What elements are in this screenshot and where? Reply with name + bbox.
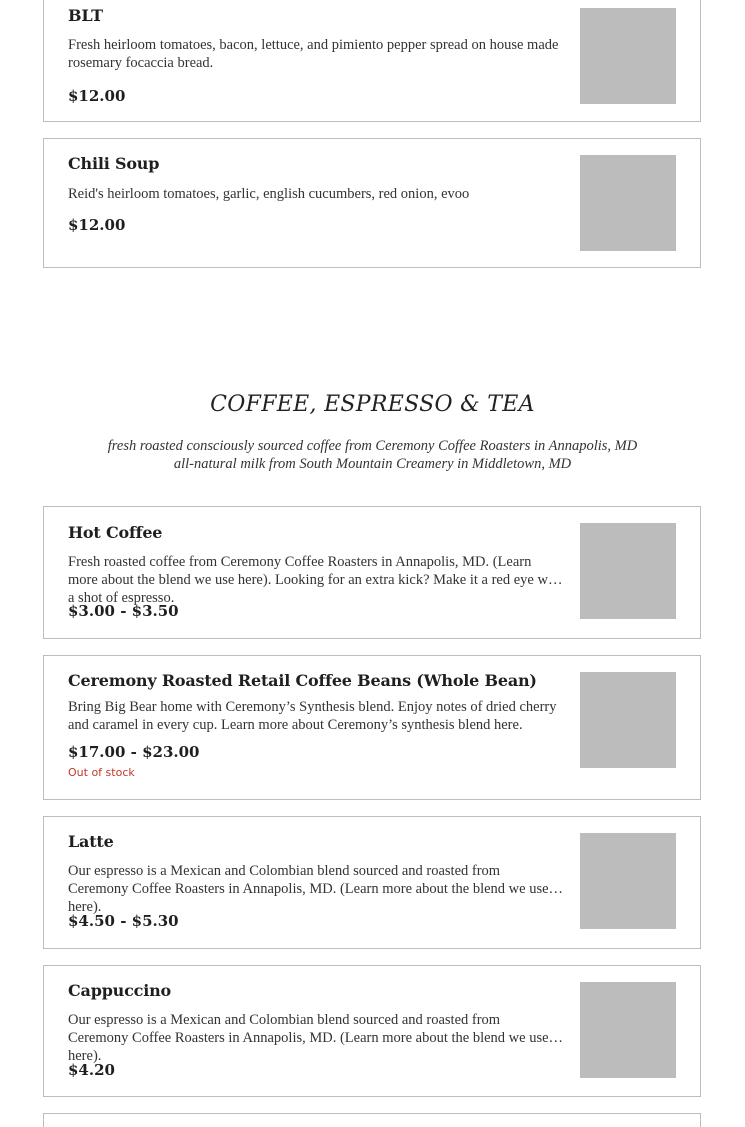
menu-item-name[interactable]: Latte: [68, 832, 114, 851]
menu-item-description: Fresh heirloom tomatoes, bacon, lettuce, and pimiento pepper spread on house made rosemary focaccia bread.: [68, 37, 559, 71]
menu-item-description: Our espresso is a Mexican and Colombian blend sourced and roasted from Ceremony Coffee Roasters in Annapolis, MD. (Learn more about the blend we use here).: [68, 1012, 549, 1064]
menu-item-image[interactable]: [580, 523, 676, 619]
menu-item-card[interactable]: [43, 506, 701, 639]
menu-item-price: $12.00: [68, 216, 126, 234]
menu-item-image[interactable]: [580, 155, 676, 251]
menu-item-card[interactable]: [43, 655, 701, 800]
menu-item-name[interactable]: Cappuccino: [68, 981, 171, 1000]
menu-item-description: Reid's heirloom tomatoes, garlic, english cucumbers, red onion, evoo: [68, 186, 470, 202]
out-of-stock-label: Out of stock: [68, 766, 135, 779]
menu-item-image[interactable]: [580, 982, 676, 1078]
menu-item-description: Our espresso is a Mexican and Colombian blend sourced and roasted from Ceremony Coffee Roasters in Annapolis, MD. (Learn more about the blend we use here).: [68, 863, 549, 915]
menu-item-card[interactable]: [43, 816, 701, 949]
menu-item-price: $17.00 - $23.00: [68, 743, 200, 761]
menu-item-name[interactable]: BLT: [68, 6, 103, 25]
menu-item-price: $4.20: [68, 1061, 115, 1079]
menu-item-image[interactable]: [580, 8, 676, 104]
section-title: COFFEE, ESPRESSO & TEA: [210, 392, 535, 417]
menu-item-image[interactable]: [580, 833, 676, 929]
menu-item-card[interactable]: [43, 0, 701, 122]
menu-item-image[interactable]: [580, 672, 676, 768]
menu-item-name[interactable]: Ceremony Roasted Retail Coffee Beans (Whole Bean): [68, 671, 537, 690]
menu-item-price: $3.00 - $3.50: [68, 602, 179, 620]
menu-item-card[interactable]: [43, 138, 701, 268]
menu-item-price: $4.50 - $5.30: [68, 912, 179, 930]
section-subtitle: all-natural milk from South Mountain Creamery in Middletown, MD: [173, 456, 572, 472]
menu-item-description: Bring Big Bear home with Ceremony’s Synthesis blend. Enjoy notes of dried cherry and caramel in every cup. Learn more about Ceremony’s synthesis blend here.: [68, 699, 557, 733]
menu-item-name[interactable]: Hot Coffee: [68, 523, 163, 542]
menu-item-card[interactable]: [43, 965, 701, 1097]
section-subtitle: fresh roasted consciously sourced coffee from Ceremony Coffee Roasters in Annapolis, MD: [107, 438, 638, 454]
menu-item-name[interactable]: Chili Soup: [68, 154, 160, 173]
menu-item-price: $12.00: [68, 87, 126, 105]
menu-item-card[interactable]: [43, 1113, 701, 1127]
menu-item-description: Fresh roasted coffee from Ceremony Coffee Roasters in Annapolis, MD. (Learn more about the blend we use here). Looking for an extra kick? Make it a red eye with a shot of espresso.: [68, 554, 564, 606]
